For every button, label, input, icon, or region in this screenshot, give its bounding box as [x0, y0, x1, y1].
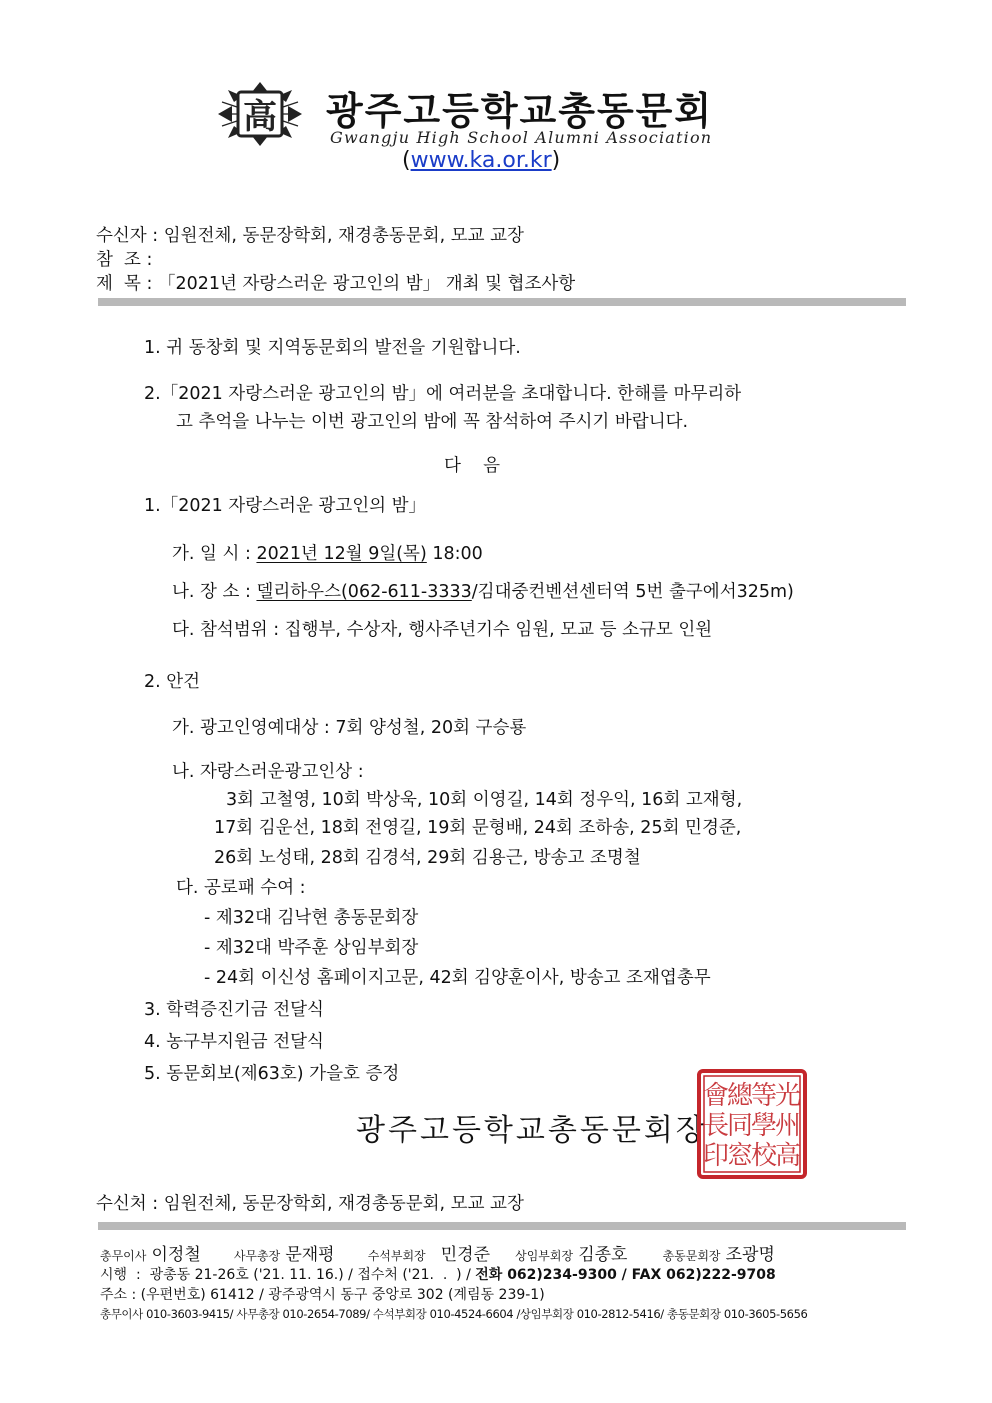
place-label: 나. 장 소 : — [172, 582, 251, 602]
seal-character: 總 — [726, 1081, 754, 1111]
event-title: 1.「2021 자랑스러운 광고인의 밤」 — [144, 496, 426, 516]
date-value: 2021년 12월 9일(목) — [256, 544, 427, 564]
place-value: 델리하우스(062-611-3333 — [256, 582, 472, 602]
subject-value: 「2021년 자랑스러운 광고인의 밤」 개최 및 협조사항 — [157, 274, 576, 294]
officer-name-4: 김종호 — [578, 1245, 628, 1265]
grand-award-line: 가. 광고인영예대상 : 7회 양성철, 20회 구승룡 — [172, 718, 527, 738]
recipients-footer-line: 수신처 : 임원전체, 동문장학회, 재경총동문회, 모교 교장 — [96, 1194, 524, 1214]
officer-name-5: 조광명 — [725, 1245, 775, 1265]
seal-character: 長 — [702, 1111, 730, 1141]
organization-name-english: Gwangju High School Alumni Association — [330, 128, 713, 147]
time-value: 18:00 — [432, 544, 483, 564]
seal-character: 印 — [702, 1141, 730, 1171]
issue-number: 시행 : 광총동 21-26호 ('21. 11. 16.) / 접수처 ('21. . ) / — [100, 1267, 476, 1283]
seal-character: 校 — [750, 1141, 778, 1171]
proud-alumni-award-title: 나. 자랑스러운광고인상 : — [172, 762, 364, 782]
plaque-award-title: 다. 공로패 수여 : — [176, 878, 306, 898]
seal-character: 高 — [774, 1141, 802, 1171]
recipient-label: 수신자 : — [96, 226, 159, 246]
place-directions: /김대중컨벤션센터역 5번 출구에서325m) — [471, 582, 794, 602]
footer-divider — [98, 1222, 906, 1230]
attendance-scope-line: 다. 참석범위 : 집행부, 수상자, 행사주년기수 임원, 모교 등 소규모 인원 — [172, 620, 713, 640]
award-recipients-line-3: 26회 노성태, 28회 김경석, 29회 김용근, 방송고 조명철 — [214, 848, 641, 868]
plaque-recipient-3: - 24회 이신성 홈페이지고문, 42회 김양훈이사, 방송고 조재엽총무 — [204, 968, 711, 988]
contacts-line: 총무이사 010-3603-9415/ 사무총장 010-2654-7089/ 수석부회장 010-4524-6604 /상임부회장 010-2812-5416/ 총동문회장 010-3605-5656 — [100, 1307, 808, 1321]
plaque-recipient-2: - 제32대 박주훈 상임부회장 — [204, 938, 419, 958]
intro-paragraph-1: 1. 귀 동창회 및 지역동문회의 발전을 기원합니다. — [144, 338, 521, 358]
seal-character: 會 — [702, 1081, 730, 1111]
reference-label: 참 조 : — [96, 250, 153, 270]
seal-character: 光 — [774, 1081, 802, 1111]
header-divider — [98, 298, 906, 306]
seal-character: 等 — [750, 1081, 778, 1111]
agenda-item-3: 3. 학력증진기금 전달식 — [144, 1000, 324, 1020]
address-line: 주소 : (우편번호) 61412 / 광주광역시 동구 중앙로 302 (계림동 239-1) — [100, 1287, 545, 1303]
website-link[interactable]: (www.ka.or.kr) — [402, 148, 561, 173]
event-date-line — [172, 540, 483, 565]
officer-title-5: 총동문회장 — [662, 1249, 721, 1263]
logo-character: 高 — [243, 97, 277, 137]
recipient-value: 임원전체, 동문장학회, 재경총동문회, 모교 교장 — [163, 226, 524, 246]
officer-title-2: 사무총장 — [233, 1249, 281, 1263]
officer-title-4: 상임부회장 — [515, 1249, 574, 1263]
award-recipients-line-2: 17회 김운선, 18회 전영길, 19회 문형배, 24회 조하송, 25회 민경준, — [214, 818, 742, 838]
official-seal-stamp — [696, 1068, 808, 1180]
seal-character: 同 — [726, 1111, 754, 1141]
agenda-title: 2. 안건 — [144, 672, 201, 692]
intro-paragraph-2-line-2: 고 추억을 나누는 이번 광고인의 밤에 꼭 참석하여 주시기 바랍니다. — [176, 412, 689, 432]
plaque-recipient-1: - 제32대 김낙현 총동문회장 — [204, 908, 419, 928]
date-label: 가. 일 시 : — [172, 544, 251, 564]
agenda-item-5: 5. 동문회보(제63호) 가을호 증정 — [144, 1064, 400, 1084]
signature-title: 광주고등학교총동문회장 — [356, 1113, 708, 1148]
next-heading: 다 음 — [444, 456, 501, 476]
event-place-line — [172, 578, 794, 603]
subject-label: 제 목 : — [96, 274, 153, 294]
officer-name-3: 민경준 — [440, 1245, 491, 1265]
organization-name-korean: 광주고등학교총동문회 — [326, 89, 714, 133]
officer-name-2: 문재평 — [285, 1245, 335, 1265]
website-url[interactable]: www.ka.or.kr — [410, 148, 552, 173]
recipient-line — [96, 222, 524, 247]
officer-name-1: 이정철 — [151, 1245, 201, 1265]
agenda-item-4: 4. 농구부지원금 전달식 — [144, 1032, 324, 1052]
officers-line — [100, 1240, 775, 1265]
phone-fax: 전화 062)234-9300 / FAX 062)222-9708 — [475, 1267, 776, 1283]
seal-character: 窓 — [726, 1141, 754, 1171]
award-recipients-line-1: 3회 고철영, 10회 박상욱, 10회 이영길, 14회 정우익, 16회 고재형, — [226, 790, 743, 810]
officer-title-3: 수석부회장 — [367, 1249, 426, 1263]
intro-paragraph-2-line-1: 2.「2021 자랑스러운 광고인의 밤」에 여러분을 초대합니다. 한해를 마무리하 — [144, 384, 742, 404]
seal-character: 學 — [750, 1111, 778, 1141]
issue-line — [100, 1264, 776, 1284]
subject-line — [96, 270, 575, 295]
reference-line — [96, 246, 152, 271]
officer-title-1: 총무이사 — [100, 1249, 147, 1263]
seal-character: 州 — [774, 1111, 802, 1141]
alumni-logo-emblem — [218, 82, 302, 146]
